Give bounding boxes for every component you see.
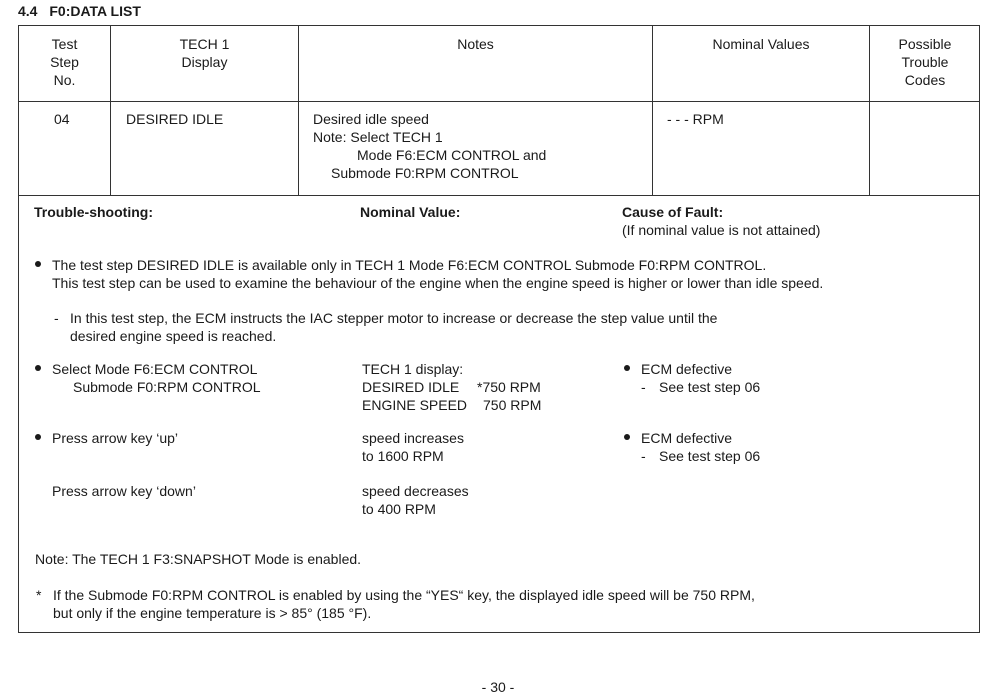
row-notes-line: Desired idle speed [313, 111, 429, 127]
section-title [18, 2, 141, 20]
nominal-value-heading: Nominal Value: [360, 204, 461, 220]
dash-line: desired engine speed is reached. [70, 328, 277, 344]
step3-value [362, 482, 469, 518]
bullet-icon [35, 365, 41, 371]
dash-line: In this test step, the ECM instructs the IAC stepper motor to increase or decrease the step value until the [70, 310, 718, 326]
step1-action [52, 360, 261, 396]
snapshot-note: Note: The TECH 1 F3:SNAPSHOT Mode is enabled. [35, 551, 362, 567]
header-display-line: Display [181, 54, 228, 70]
step1-value-row [362, 378, 541, 396]
intro-line: This test step can be used to examine the behaviour of the engine when the engine speed is higher or lower than idle speed. [52, 275, 824, 291]
section-title-text: F0:DATA LIST [49, 3, 141, 19]
cause-sub-line: - See test step 06 [641, 379, 761, 395]
step2-value [362, 429, 464, 465]
footnote-mark: * [36, 587, 42, 603]
header-trouble-codes [870, 35, 980, 89]
row-step-number: 04 [54, 111, 70, 127]
step1-value-row [362, 396, 541, 414]
footnote-line: but only if the engine temperature is > 85° (185 °F). [53, 605, 372, 621]
cause-of-fault-subheading: (If nominal value is not attained) [622, 222, 821, 238]
header-step-line: Test [51, 36, 78, 52]
row-tech1-display: DESIRED IDLE [126, 111, 224, 127]
header-codes-line: Codes [904, 72, 946, 88]
cause-sub-line: - See test step 06 [641, 448, 761, 464]
table-bottom-divider [18, 195, 980, 196]
header-notes: Notes [457, 36, 494, 52]
value-row-name: DESIRED IDLE [362, 379, 460, 395]
troubleshooting-heading: Trouble-shooting: [34, 204, 153, 220]
value-row-value: *750 RPM [477, 379, 541, 395]
header-codes-line: Possible [898, 36, 952, 52]
page-number: - 30 - [481, 679, 515, 695]
header-display-line: TECH 1 [179, 36, 230, 52]
bullet-icon [624, 365, 630, 371]
bullet-icon [35, 434, 41, 440]
cause-of-fault-heading: Cause of Fault: [622, 204, 724, 220]
value-row-name: ENGINE SPEED [362, 397, 468, 413]
step2-action: Press arrow key ‘up’ [52, 430, 179, 446]
bullet-icon [624, 434, 630, 440]
value-row-value: 750 RPM [483, 397, 542, 413]
header-codes-line: Trouble [901, 54, 949, 70]
step1-cause [641, 360, 760, 396]
header-nominal-values: Nominal Values [712, 36, 810, 52]
header-divider [18, 101, 980, 102]
step3-value-line: speed decreases [362, 483, 469, 499]
step3-action: Press arrow key ‘down’ [52, 483, 196, 499]
step2-value-line: speed increases [362, 430, 464, 446]
step2-value-line: to 1600 RPM [362, 448, 444, 464]
cause-sub-text: See test step 06 [659, 448, 761, 464]
step1-action-line: Submode F0:RPM CONTROL [73, 379, 261, 395]
row-notes-line: Note: Select TECH 1 [313, 129, 443, 145]
bullet-icon [35, 261, 41, 267]
row-nominal-value: - - - RPM [667, 111, 724, 127]
footnote-line: If the Submode F0:RPM CONTROL is enabled by using the “YES“ key, the displayed idle speed will be 750 RPM, [53, 587, 755, 603]
row-notes-line: Mode F6:ECM CONTROL and [357, 147, 547, 163]
step1-value-label: TECH 1 display: [362, 361, 464, 377]
section-number: 4.4 [18, 3, 38, 19]
cause-line: ECM defective [641, 361, 733, 377]
step3-value-line: to 400 RPM [362, 501, 436, 517]
header-tech1-display [111, 35, 298, 71]
row-notes-line: Submode F0:RPM CONTROL [331, 165, 519, 181]
dash-icon: - [54, 310, 59, 326]
footnote [53, 586, 755, 622]
header-step-line: No. [53, 72, 76, 88]
step1-value [362, 360, 541, 414]
cause-sub-text: See test step 06 [659, 379, 761, 395]
step1-action-line: Select Mode F6:ECM CONTROL [52, 361, 258, 377]
step2-cause [641, 429, 760, 465]
intro-line: The test step DESIRED IDLE is available only in TECH 1 Mode F6:ECM CONTROL Submode F0:RPM CONTROL. [52, 257, 767, 273]
header-step-line: Step [50, 54, 79, 70]
row-notes [313, 110, 546, 182]
dash-paragraph [70, 309, 717, 345]
header-test-step [19, 35, 110, 89]
intro-paragraph [52, 256, 823, 292]
cause-line: ECM defective [641, 430, 733, 446]
